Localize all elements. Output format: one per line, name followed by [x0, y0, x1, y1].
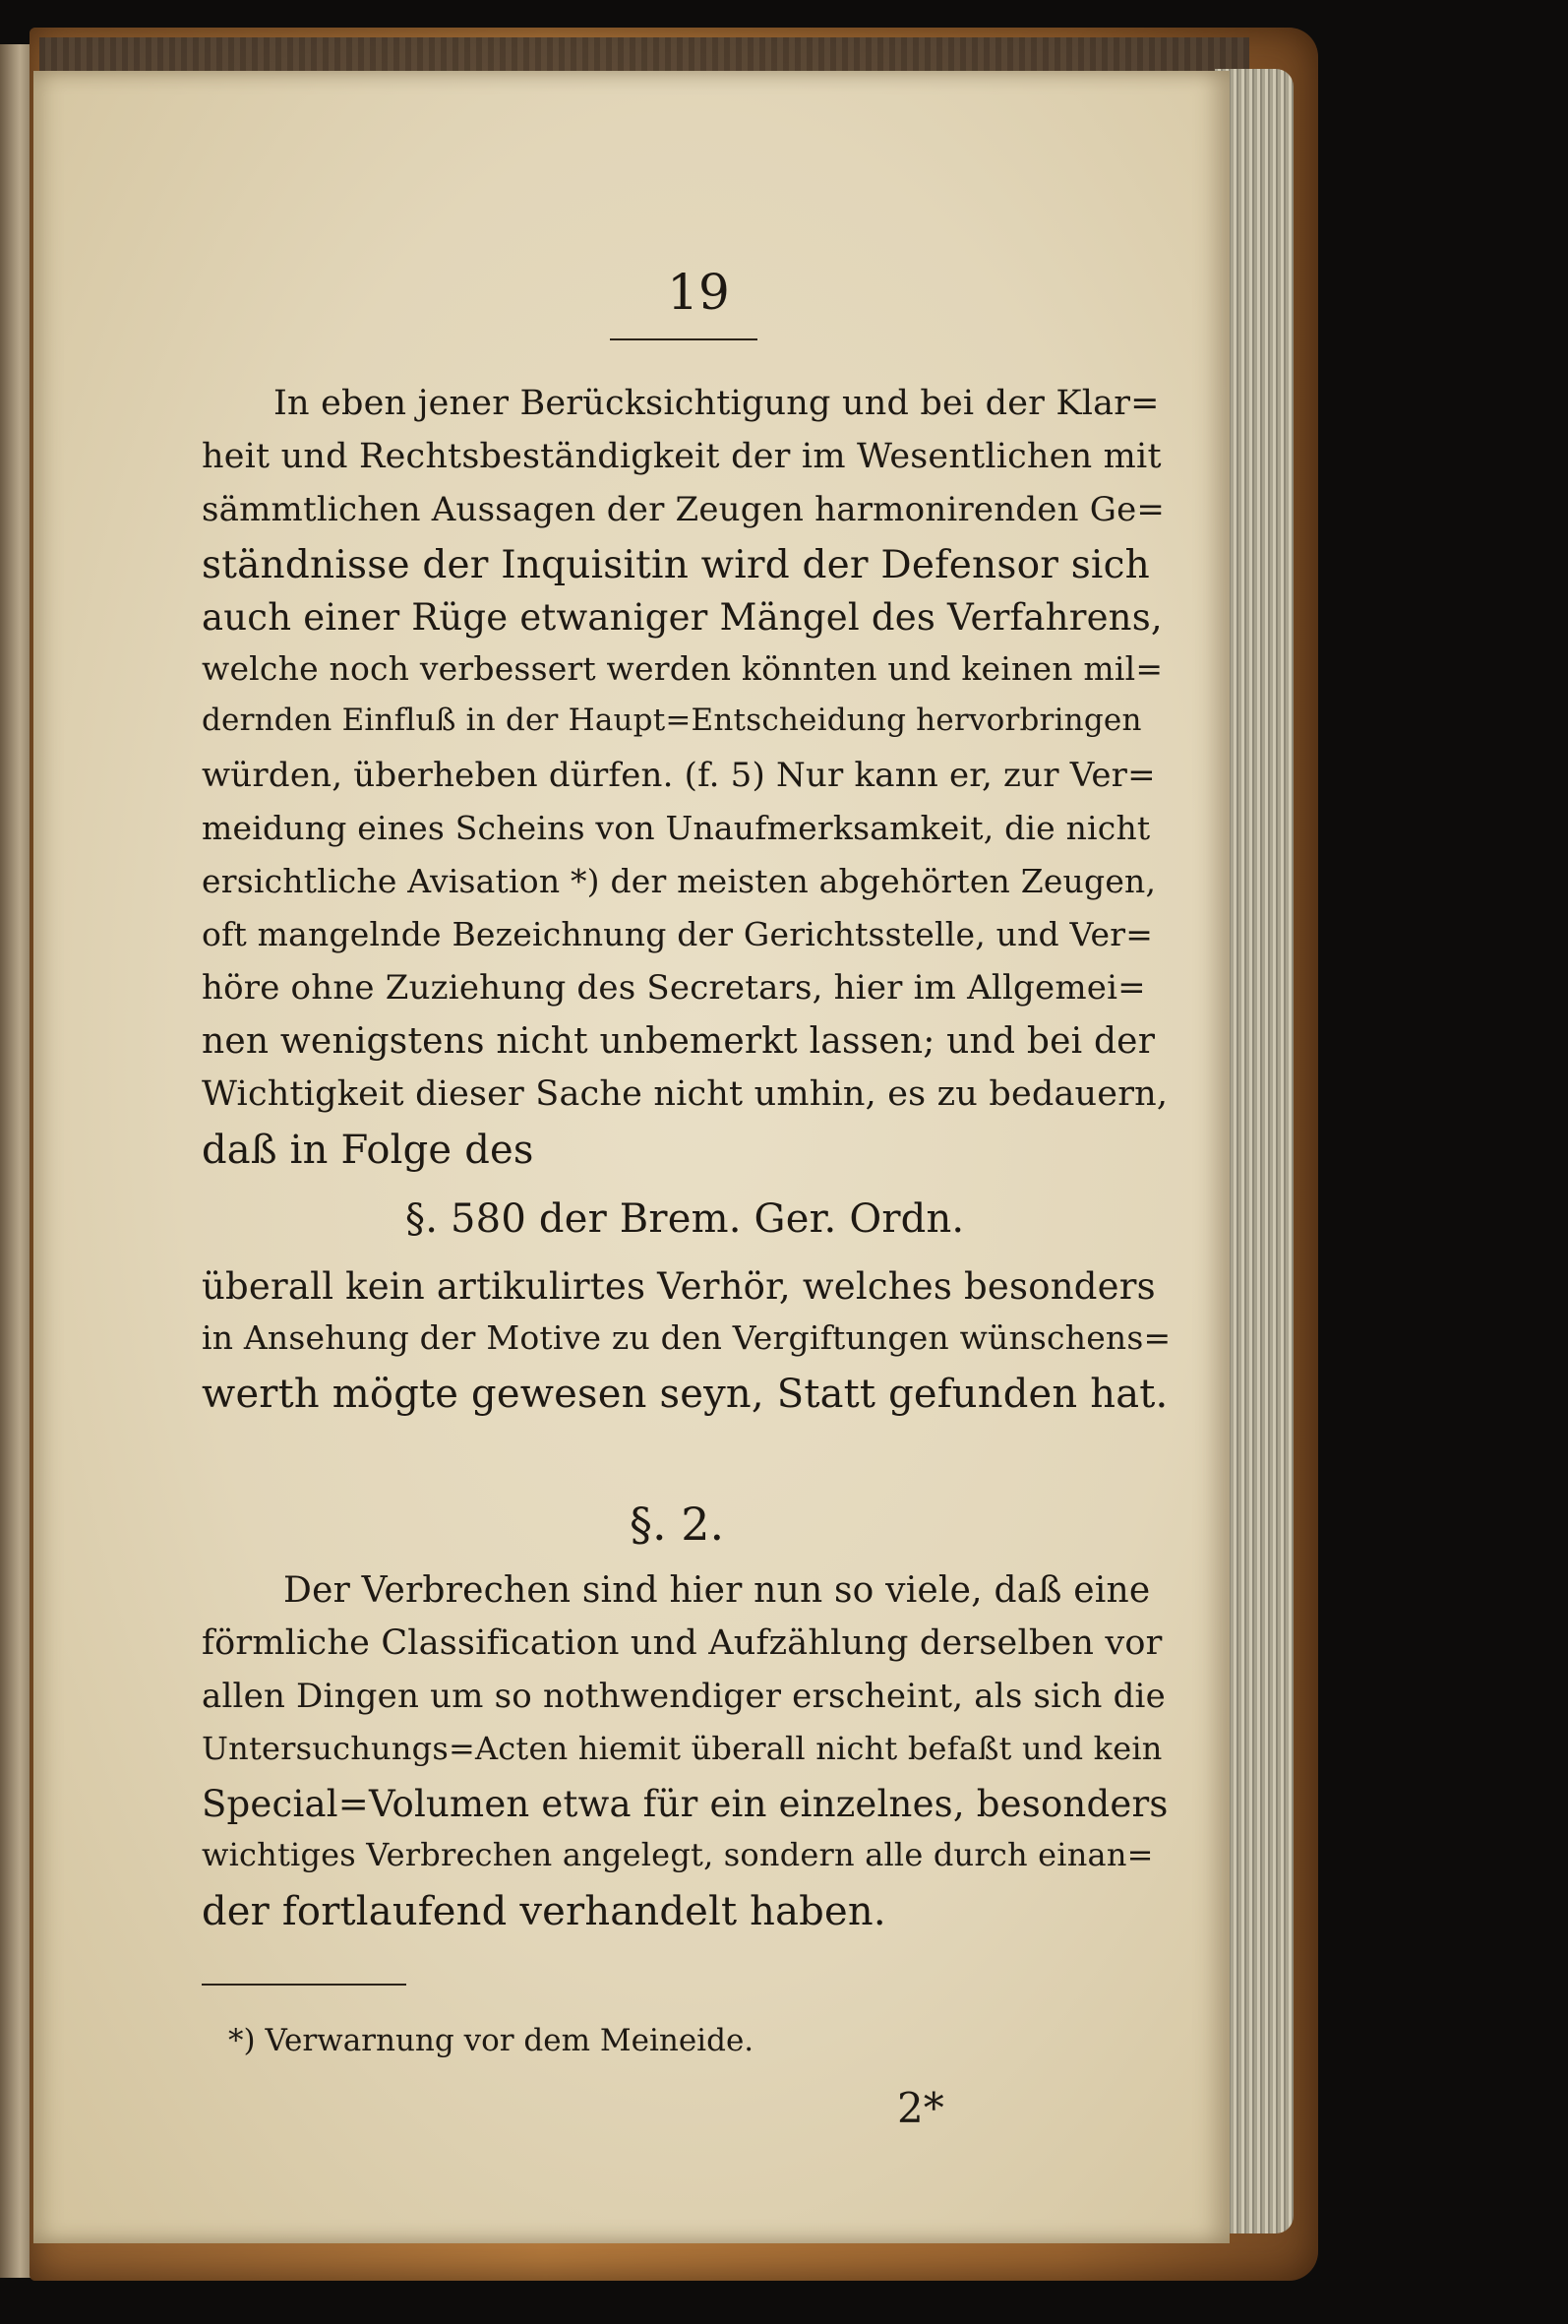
text-line: werth mögte gewesen seyn, Statt gefunden hat.	[202, 1372, 1169, 1417]
page-number: 19	[667, 264, 730, 321]
text-line: Wichtigkeit dieser Sache nicht umhin, es zu bedauern,	[202, 1074, 1169, 1114]
text-line: wichtiges Verbrechen angelegt, sondern alle durch einan=	[202, 1836, 1154, 1873]
text-line: oft mangelnde Bezeichnung der Gerichtsstelle, und Ver=	[202, 915, 1154, 953]
text-line: Untersuchungs=Acten hiemit überall nicht befaßt und kein	[202, 1730, 1163, 1767]
signature-mark: 2*	[897, 2084, 944, 2132]
footnote-rule	[202, 1984, 406, 1986]
text-line: welche noch verbessert werden könnten und keinen mil=	[202, 649, 1164, 688]
text-line: überall kein artikulirtes Verhör, welches besonders	[202, 1265, 1156, 1308]
legal-citation: §. 580 der Brem. Ger. Ordn.	[405, 1196, 965, 1242]
text-line: ersichtliche Avisation *) der meisten abgehörten Zeugen,	[202, 862, 1157, 900]
text-line: der fortlaufend verhandelt haben.	[202, 1889, 886, 1934]
text-line: daß in Folge des	[202, 1128, 534, 1173]
text-line: heit und Rechtsbeständigkeit der im Wesentlichen mit	[202, 437, 1162, 476]
text-line: In eben jener Berücksichtigung und bei der Klar=	[273, 384, 1160, 423]
text-line: nen wenigstens nicht unbemerkt lassen; und bei der	[202, 1021, 1156, 1062]
text-line: höre ohne Zuziehung des Secretars, hier im Allgemei=	[202, 968, 1146, 1008]
text-line: förmliche Classification und Aufzählung derselben vor	[202, 1623, 1163, 1663]
text-line: würden, überheben dürfen. (f. 5) Nur kann er, zur Ver=	[202, 756, 1156, 795]
text-line: allen Dingen um so nothwendiger erscheint, als sich die	[202, 1677, 1166, 1716]
section-heading: §. 2.	[630, 1498, 725, 1551]
footnote: *) Verwarnung vor dem Meineide.	[228, 2023, 754, 2058]
text-line: meidung eines Scheins von Unaufmerksamkeit, die nicht	[202, 809, 1151, 847]
text-line: auch einer Rüge etwaniger Mängel des Verfahrens,	[202, 596, 1163, 639]
text-line: Der Verbrechen sind hier nun so viele, daß eine	[283, 1570, 1151, 1611]
text-line: sämmtlichen Aussagen der Zeugen harmonirenden Ge=	[202, 490, 1166, 529]
text-line: in Ansehung der Motive zu den Vergiftungen wünschens=	[202, 1318, 1172, 1357]
text-line: dernden Einfluß in der Haupt=Entscheidung hervorbringen	[202, 703, 1142, 738]
text-line: Special=Volumen etwa für ein einzelnes, besonders	[202, 1783, 1169, 1825]
text-line: ständnisse der Inquisitin wird der Defensor sich	[202, 543, 1150, 587]
page-number-rule	[610, 338, 757, 340]
